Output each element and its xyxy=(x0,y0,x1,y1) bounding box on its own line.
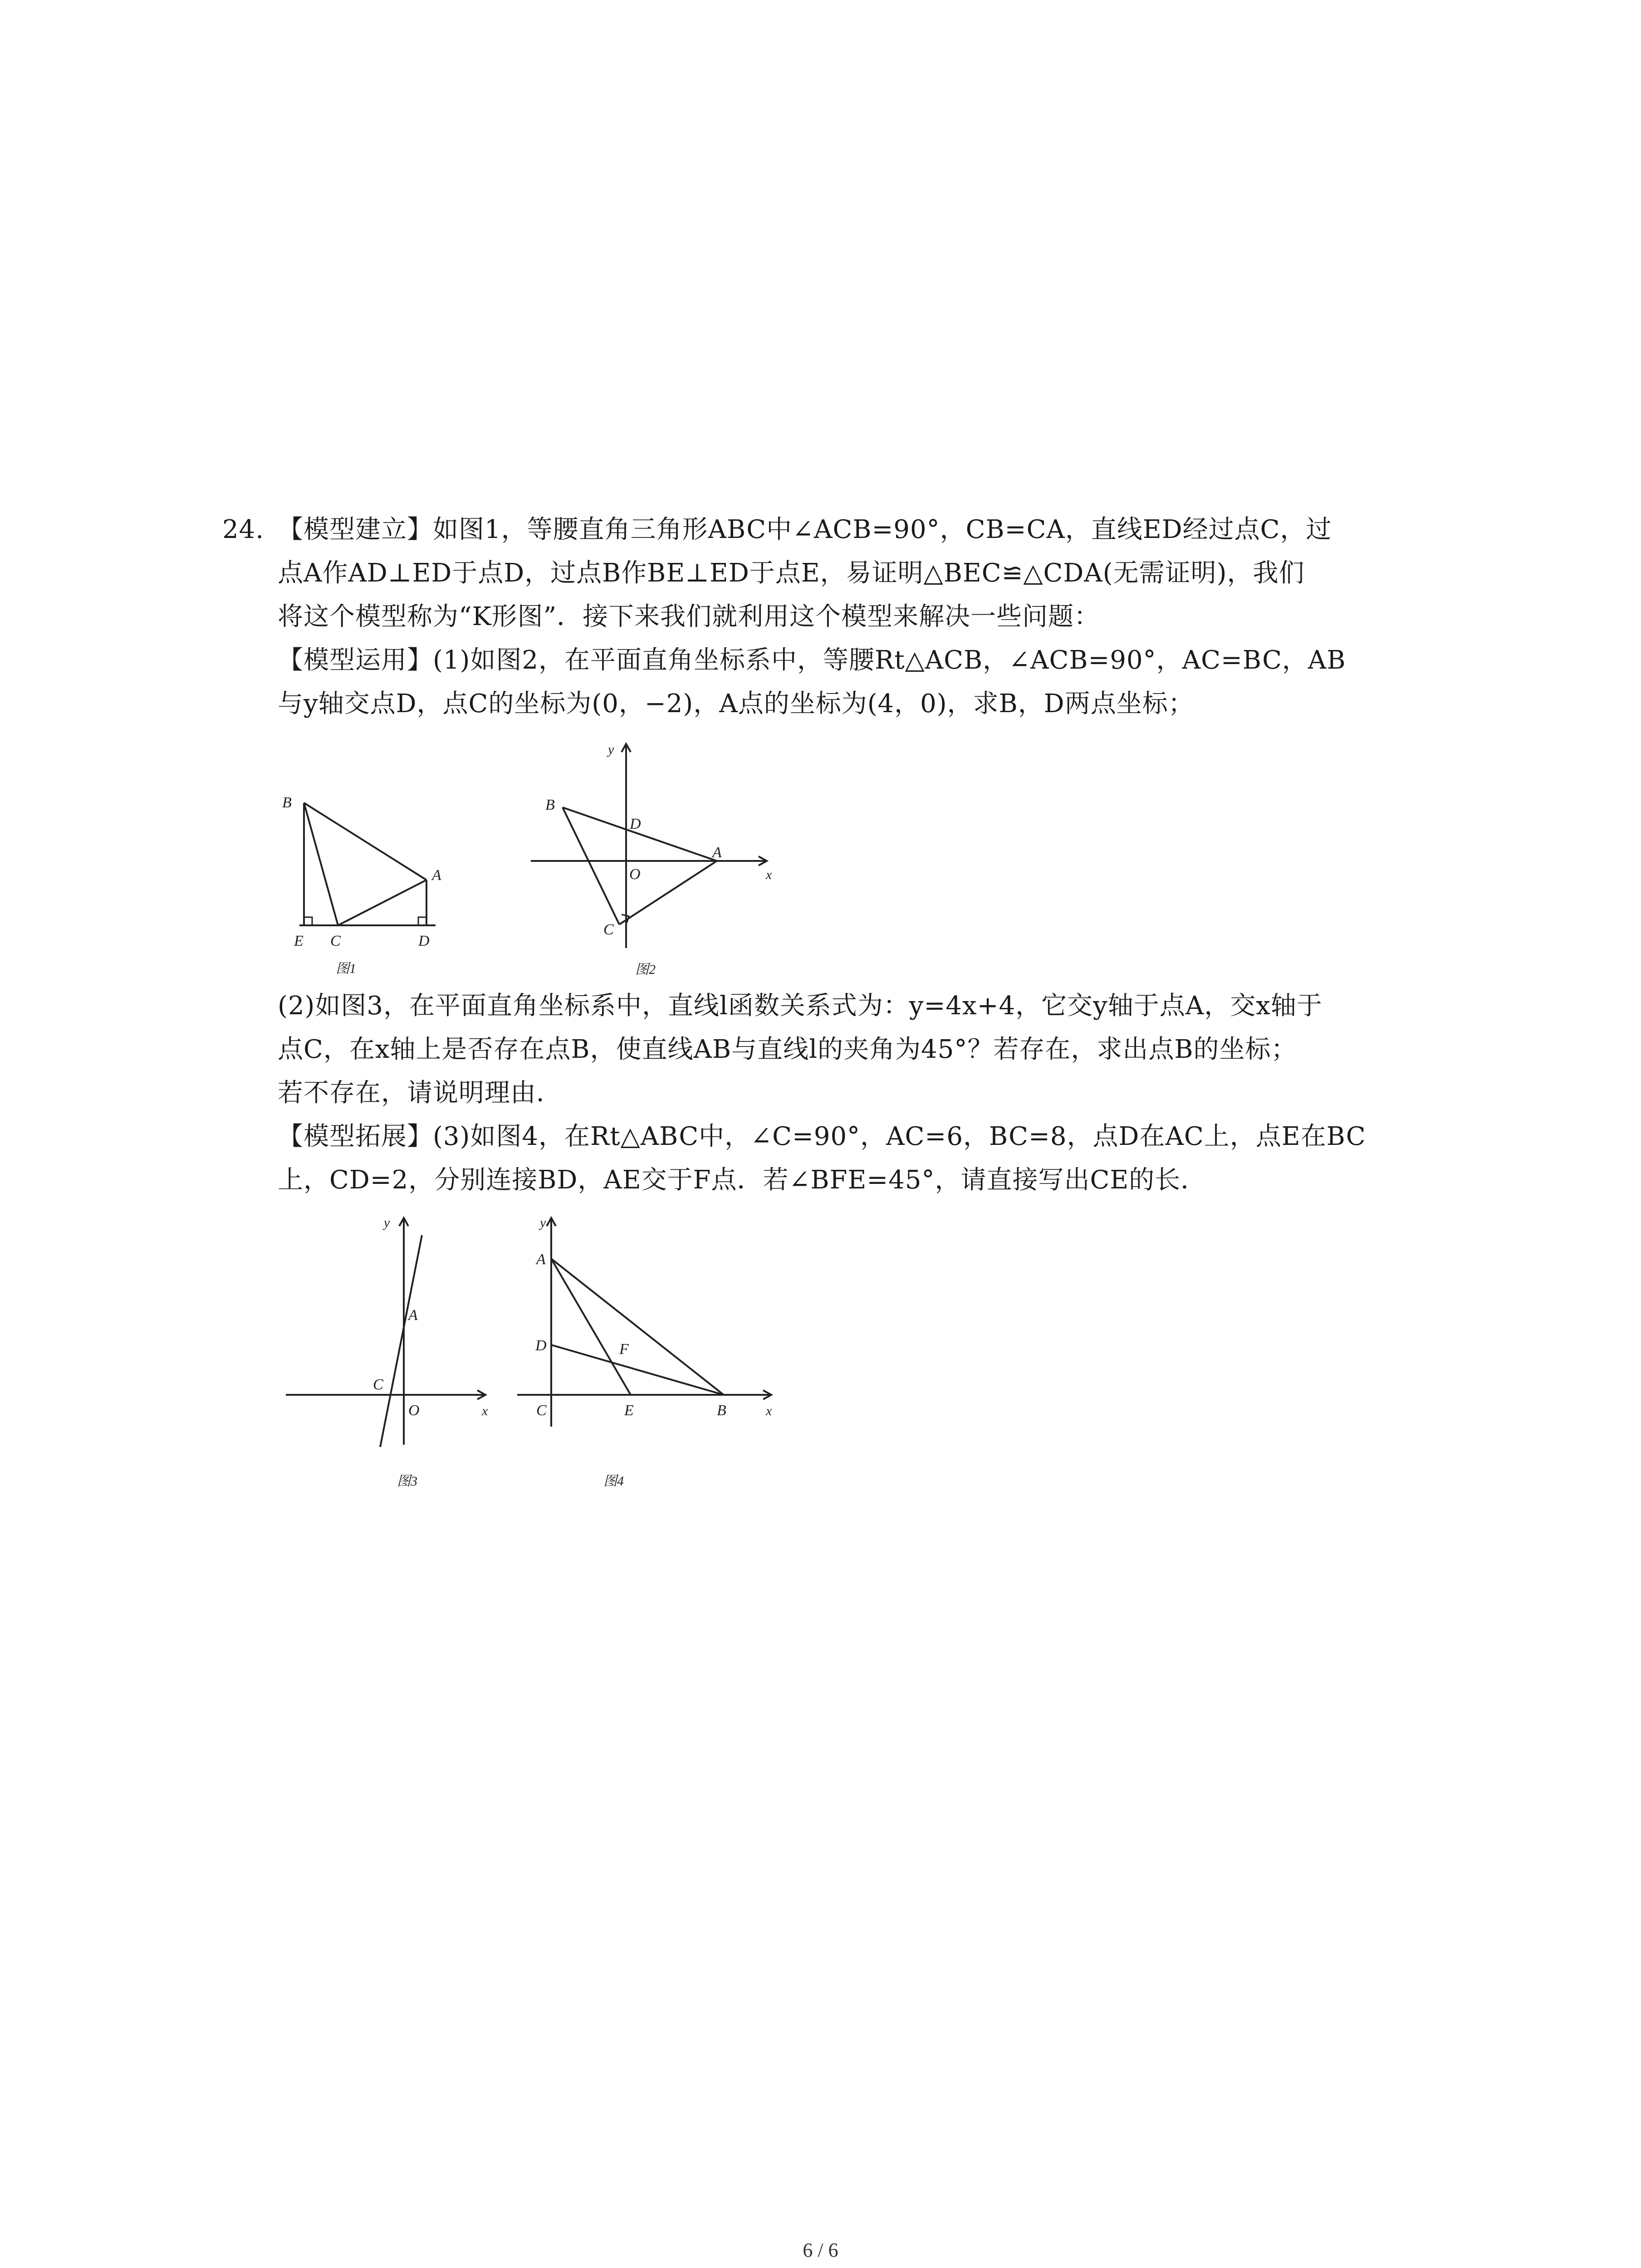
figure-3 xyxy=(277,1209,504,1508)
fig1-caption: 图1 xyxy=(336,961,356,976)
part2-line-5: 上，CD=2，分别连接BD，AE交于F点．若∠BFE=45°，请直接写出CE的长． xyxy=(278,1165,1207,1195)
fig4-label-C: C xyxy=(536,1402,547,1419)
fig4-label-y: y xyxy=(540,1215,546,1230)
question-line-2: 点A作AD⊥ED于点D，过点B作BE⊥ED于点E，易证明△BEC≌△CDA(无需证明)，我们 xyxy=(278,558,1305,588)
fig3-label-O: O xyxy=(408,1402,420,1419)
fig3-label-C: C xyxy=(373,1376,383,1393)
part2-line-2: 点C，在x轴上是否存在点B，使直线AB与直线l的夹角为45°？若存在，求出点B的坐标； xyxy=(278,1035,1297,1064)
fig3-label-A: A xyxy=(408,1307,418,1324)
fig2-label-y: y xyxy=(608,742,614,757)
fig2-label-O: O xyxy=(629,866,641,883)
figure-2 xyxy=(522,735,794,980)
figure-4 xyxy=(517,1209,789,1508)
fig2-caption: 图2 xyxy=(635,962,656,977)
part2-line-1: (2)如图3，在平面直角坐标系中，直线l函数关系式为：y=4x+4，它交y轴于点A，交x轴于 xyxy=(278,991,1323,1021)
fig4-label-x: x xyxy=(766,1403,772,1418)
part2-line-3: 若不存在，请说明理由． xyxy=(278,1078,562,1108)
fig4-label-E: E xyxy=(624,1402,634,1419)
fig1-label-C: C xyxy=(330,933,341,949)
fig4-label-A: A xyxy=(536,1251,546,1268)
part2-line-4: 【模型拓展】(3)如图4，在Rt△ABC中，∠C=90°，AC=6，BC=8，点D在AC上，点E在BC xyxy=(278,1122,1366,1151)
fig2-label-B: B xyxy=(545,797,555,813)
fig1-label-B: B xyxy=(282,794,292,811)
fig2-label-A: A xyxy=(712,844,722,861)
fig1-label-D: D xyxy=(418,933,430,949)
fig2-label-x: x xyxy=(766,867,772,882)
question-line-3: 将这个模型称为“K形图”．接下来我们就利用这个模型来解决一些问题： xyxy=(278,602,1100,631)
fig2-label-D: D xyxy=(630,816,641,832)
fig3-label-y: y xyxy=(384,1215,390,1230)
fig3-label-x: x xyxy=(482,1403,488,1418)
question-line-1: 【模型建立】如图1，等腰直角三角形ABC中∠ACB=90°，CB=CA，直线ED经过点C，过 xyxy=(278,515,1332,544)
fig4-caption: 图4 xyxy=(603,1474,624,1489)
question-line-4: 【模型运用】(1)如图2，在平面直角坐标系中，等腰Rt△ACB，∠ACB=90°，AC=BC，AB xyxy=(278,645,1346,675)
question-line-5: 与y轴交点D，点C的坐标为(0，−2)，A点的坐标为(4，0)，求B，D两点坐标； xyxy=(278,689,1194,719)
fig4-label-F: F xyxy=(619,1341,629,1358)
fig1-label-A: A xyxy=(432,867,441,884)
fig4-label-D: D xyxy=(535,1337,547,1354)
figure-1 xyxy=(272,789,463,980)
question-number: 24. xyxy=(222,515,265,544)
fig2-label-C: C xyxy=(603,921,614,938)
fig4-label-B: B xyxy=(717,1402,726,1419)
page-number: 6 / 6 xyxy=(803,2239,838,2261)
fig1-label-E: E xyxy=(294,933,304,949)
fig3-caption: 图3 xyxy=(397,1474,417,1489)
